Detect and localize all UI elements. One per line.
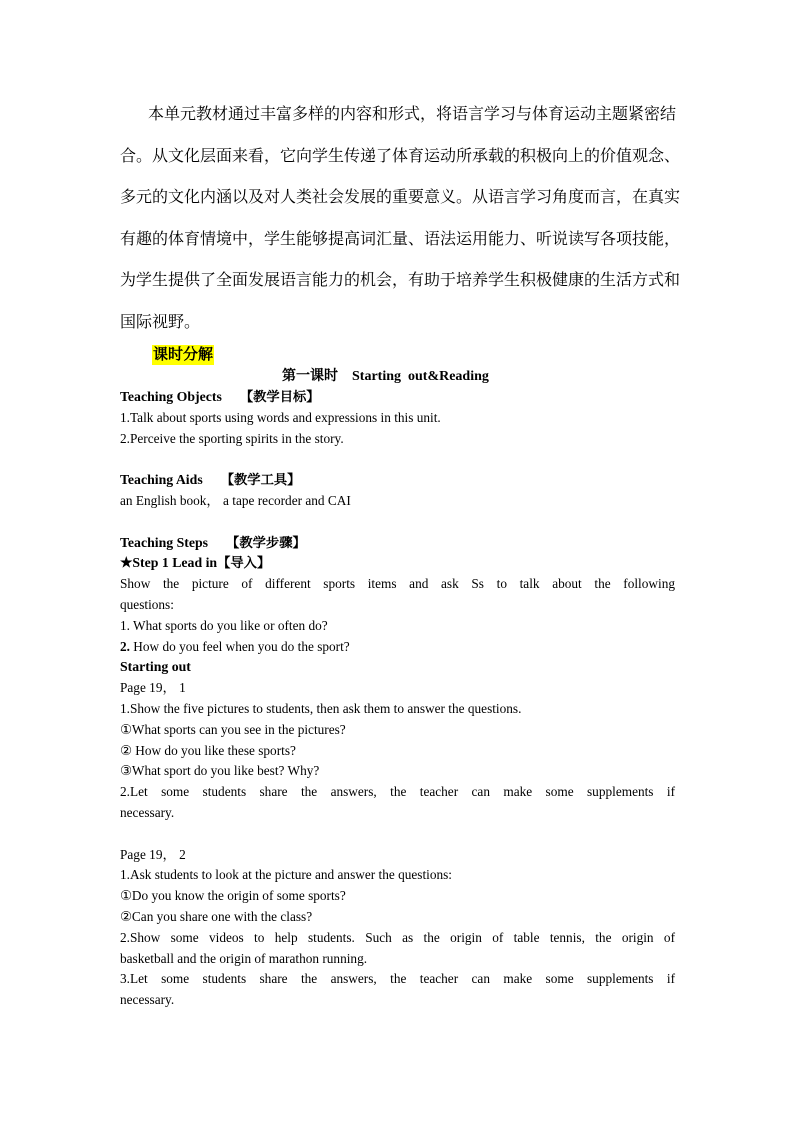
intro-line: 为学生提供了全面发展语言能力的机会，有助于培养学生积极健康的生活方式和: [120, 272, 681, 289]
p2-question-1: ①Do you know the origin of some sports?: [120, 888, 346, 904]
p2-item-2-cont: basketball and the origin of marathon running.: [120, 950, 368, 966]
q2-num: 2.: [120, 638, 130, 654]
step1-cn: 【导入】: [217, 555, 271, 571]
starting-out-heading: Starting out: [120, 659, 191, 675]
step1-heading: [120, 553, 675, 574]
p2-item-3: 3.Let some students share the answers, the teacher can make some supplements if: [120, 971, 675, 987]
step1-label: ★Step 1 Lead in: [120, 555, 218, 571]
section-title-highlight: 课时分解: [153, 347, 214, 363]
p1-item-2-cont: necessary.: [120, 804, 175, 820]
intro-line: 国际视野。: [120, 313, 201, 331]
objective-item: 1.Talk about sports using words and expressions in this unit.: [120, 409, 441, 425]
aids-text: an English book， a tape recorder and CAI: [120, 492, 351, 508]
lesson-body: [120, 387, 675, 1011]
teaching-aids-heading: [120, 470, 675, 491]
teaching-objects-heading: [120, 387, 675, 408]
question-1: 1. What sports do you like or often do?: [120, 617, 328, 633]
objective-item: 2.Perceive the sporting spirits in the story.: [120, 430, 344, 446]
p1-question-3: ③What sport do you like best? Why?: [120, 763, 320, 779]
p2-question-2: ②Can you share one with the class?: [120, 908, 313, 924]
intro-paragraph: [120, 94, 680, 343]
intro-line: 本单元教材通过丰富多样的内容和形式，将语言学习与体育运动主题紧密结: [148, 106, 677, 123]
q2-text: How do you feel when you do the sport?: [129, 638, 350, 654]
objects-label: Teaching Objects: [120, 389, 222, 404]
page-ref-2: Page 19， 2: [120, 846, 186, 862]
p2-item-3-cont: necessary.: [120, 992, 175, 1008]
show-text-cont: questions:: [120, 596, 174, 612]
intro-line: 多元的文化内涵以及对人类社会发展的重要意义。从语言学习角度而言，在真实: [120, 189, 681, 206]
question-2: [120, 637, 675, 658]
p2-item-1: 1.Ask students to look at the picture and answer the questions:: [120, 867, 452, 883]
intro-line: 有趣的体育情境中，学生能够提高词汇量、语法运用能力、听说读写各项技能，: [120, 230, 681, 248]
lesson-title: 第一课时 Starting out&Reading: [282, 369, 489, 384]
p1-item-1: 1.Show the five pictures to students, then ask them to answer the questions.: [120, 700, 522, 716]
aids-label: Teaching Aids: [120, 472, 203, 488]
page-ref-1: Page 19， 1: [120, 680, 186, 696]
teaching-steps-heading: [120, 533, 675, 554]
p1-item-2: 2.Let some students share the answers, the teacher can make some supplements if: [120, 784, 675, 800]
p1-question-2: ② How do you like these sports?: [120, 742, 296, 758]
show-text: Show the picture of different sports items and ask Ss to talk about the following: [120, 576, 675, 592]
p1-question-1: ①What sports can you see in the pictures?: [120, 721, 346, 737]
p2-item-2: 2.Show some videos to help students. Such as the origin of table tennis, the origin of: [120, 929, 675, 945]
objects-cn: 【教学目标】: [239, 389, 320, 404]
steps-cn: 【教学步骤】: [226, 534, 306, 550]
aids-cn: 【教学工具】: [220, 472, 301, 488]
intro-line: 合。从文化层面来看，它向学生传递了体育运动所承载的积极向上的价值观念、: [120, 147, 681, 165]
steps-label: Teaching Steps: [120, 534, 209, 550]
